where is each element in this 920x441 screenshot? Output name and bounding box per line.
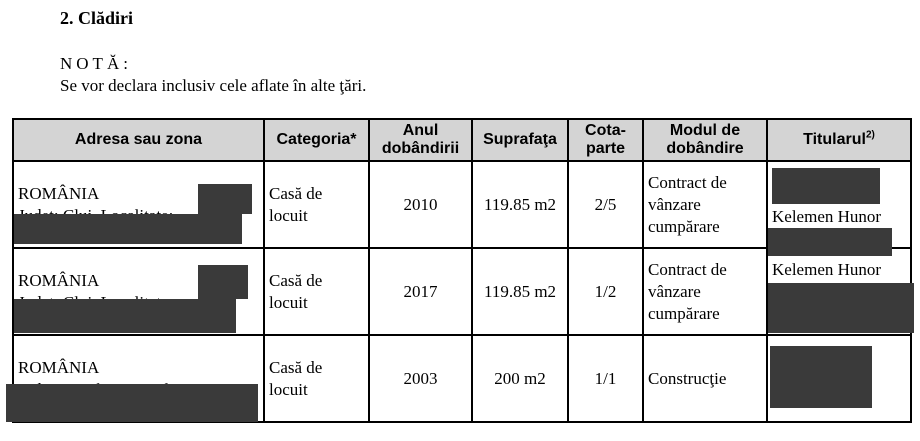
cell-adresa xyxy=(13,248,264,335)
cell-categoria: Casă de locuit xyxy=(264,335,369,422)
redaction-block xyxy=(198,184,252,214)
col-header-titularul xyxy=(767,119,911,161)
address-country: ROMÂNIA xyxy=(18,357,100,377)
cell-cota: 1/2 xyxy=(568,248,643,335)
redaction-block xyxy=(14,299,236,333)
redaction-block xyxy=(770,346,872,408)
cell-modul: Contract de vânzare cumpărare xyxy=(643,161,767,248)
cell-titular xyxy=(767,161,911,248)
col-header-titularul-footnote: 2) xyxy=(865,129,875,141)
cell-anul: 2010 xyxy=(369,161,472,248)
redaction-block xyxy=(14,214,242,244)
address-country: ROMÂNIA xyxy=(18,183,100,203)
buildings-table xyxy=(12,118,912,423)
cell-titular xyxy=(767,248,911,335)
redaction-block xyxy=(6,384,258,422)
col-header-categoria: Categoria* xyxy=(264,119,369,161)
table-row xyxy=(13,335,911,422)
redaction-block xyxy=(198,265,248,299)
cell-modul: Construcţie xyxy=(643,335,767,422)
cell-anul: 2003 xyxy=(369,335,472,422)
cell-anul: 2017 xyxy=(369,248,472,335)
col-header-titularul-label: Titularul xyxy=(803,131,866,148)
cell-adresa xyxy=(13,335,264,422)
cell-categoria: Casă de locuit xyxy=(264,248,369,335)
cell-modul: Contract de vânzare cumpărare xyxy=(643,248,767,335)
titular-name: Kelemen Hunor xyxy=(772,260,882,279)
col-header-modul: Modul de dobândire xyxy=(643,119,767,161)
nota-text: Se vor declara inclusiv cele aflate în alte ţări. xyxy=(60,76,367,95)
cell-categoria: Casă de locuit xyxy=(264,161,369,248)
table-header-row xyxy=(13,119,911,161)
titular-name: Kelemen Hunor xyxy=(772,207,882,226)
address-country: ROMÂNIA xyxy=(18,270,100,290)
cell-cota: 1/1 xyxy=(568,335,643,422)
redaction-block xyxy=(772,168,880,204)
col-header-anul: Anul dobândirii xyxy=(369,119,472,161)
cell-adresa xyxy=(13,161,264,248)
cell-suprafata: 119.85 m2 xyxy=(472,248,568,335)
table-row xyxy=(13,161,911,248)
cell-cota: 2/5 xyxy=(568,161,643,248)
col-header-suprafata: Suprafaţa xyxy=(472,119,568,161)
section-title: 2. Clădiri xyxy=(60,8,134,28)
cell-suprafata: 119.85 m2 xyxy=(472,161,568,248)
col-header-adresa: Adresa sau zona xyxy=(13,119,264,161)
nota-heading: NOTĂ: xyxy=(60,54,132,73)
table-row xyxy=(13,248,911,335)
redaction-block xyxy=(768,283,914,333)
cell-suprafata: 200 m2 xyxy=(472,335,568,422)
cell-titular xyxy=(767,335,911,422)
col-header-cota: Cota-parte xyxy=(568,119,643,161)
